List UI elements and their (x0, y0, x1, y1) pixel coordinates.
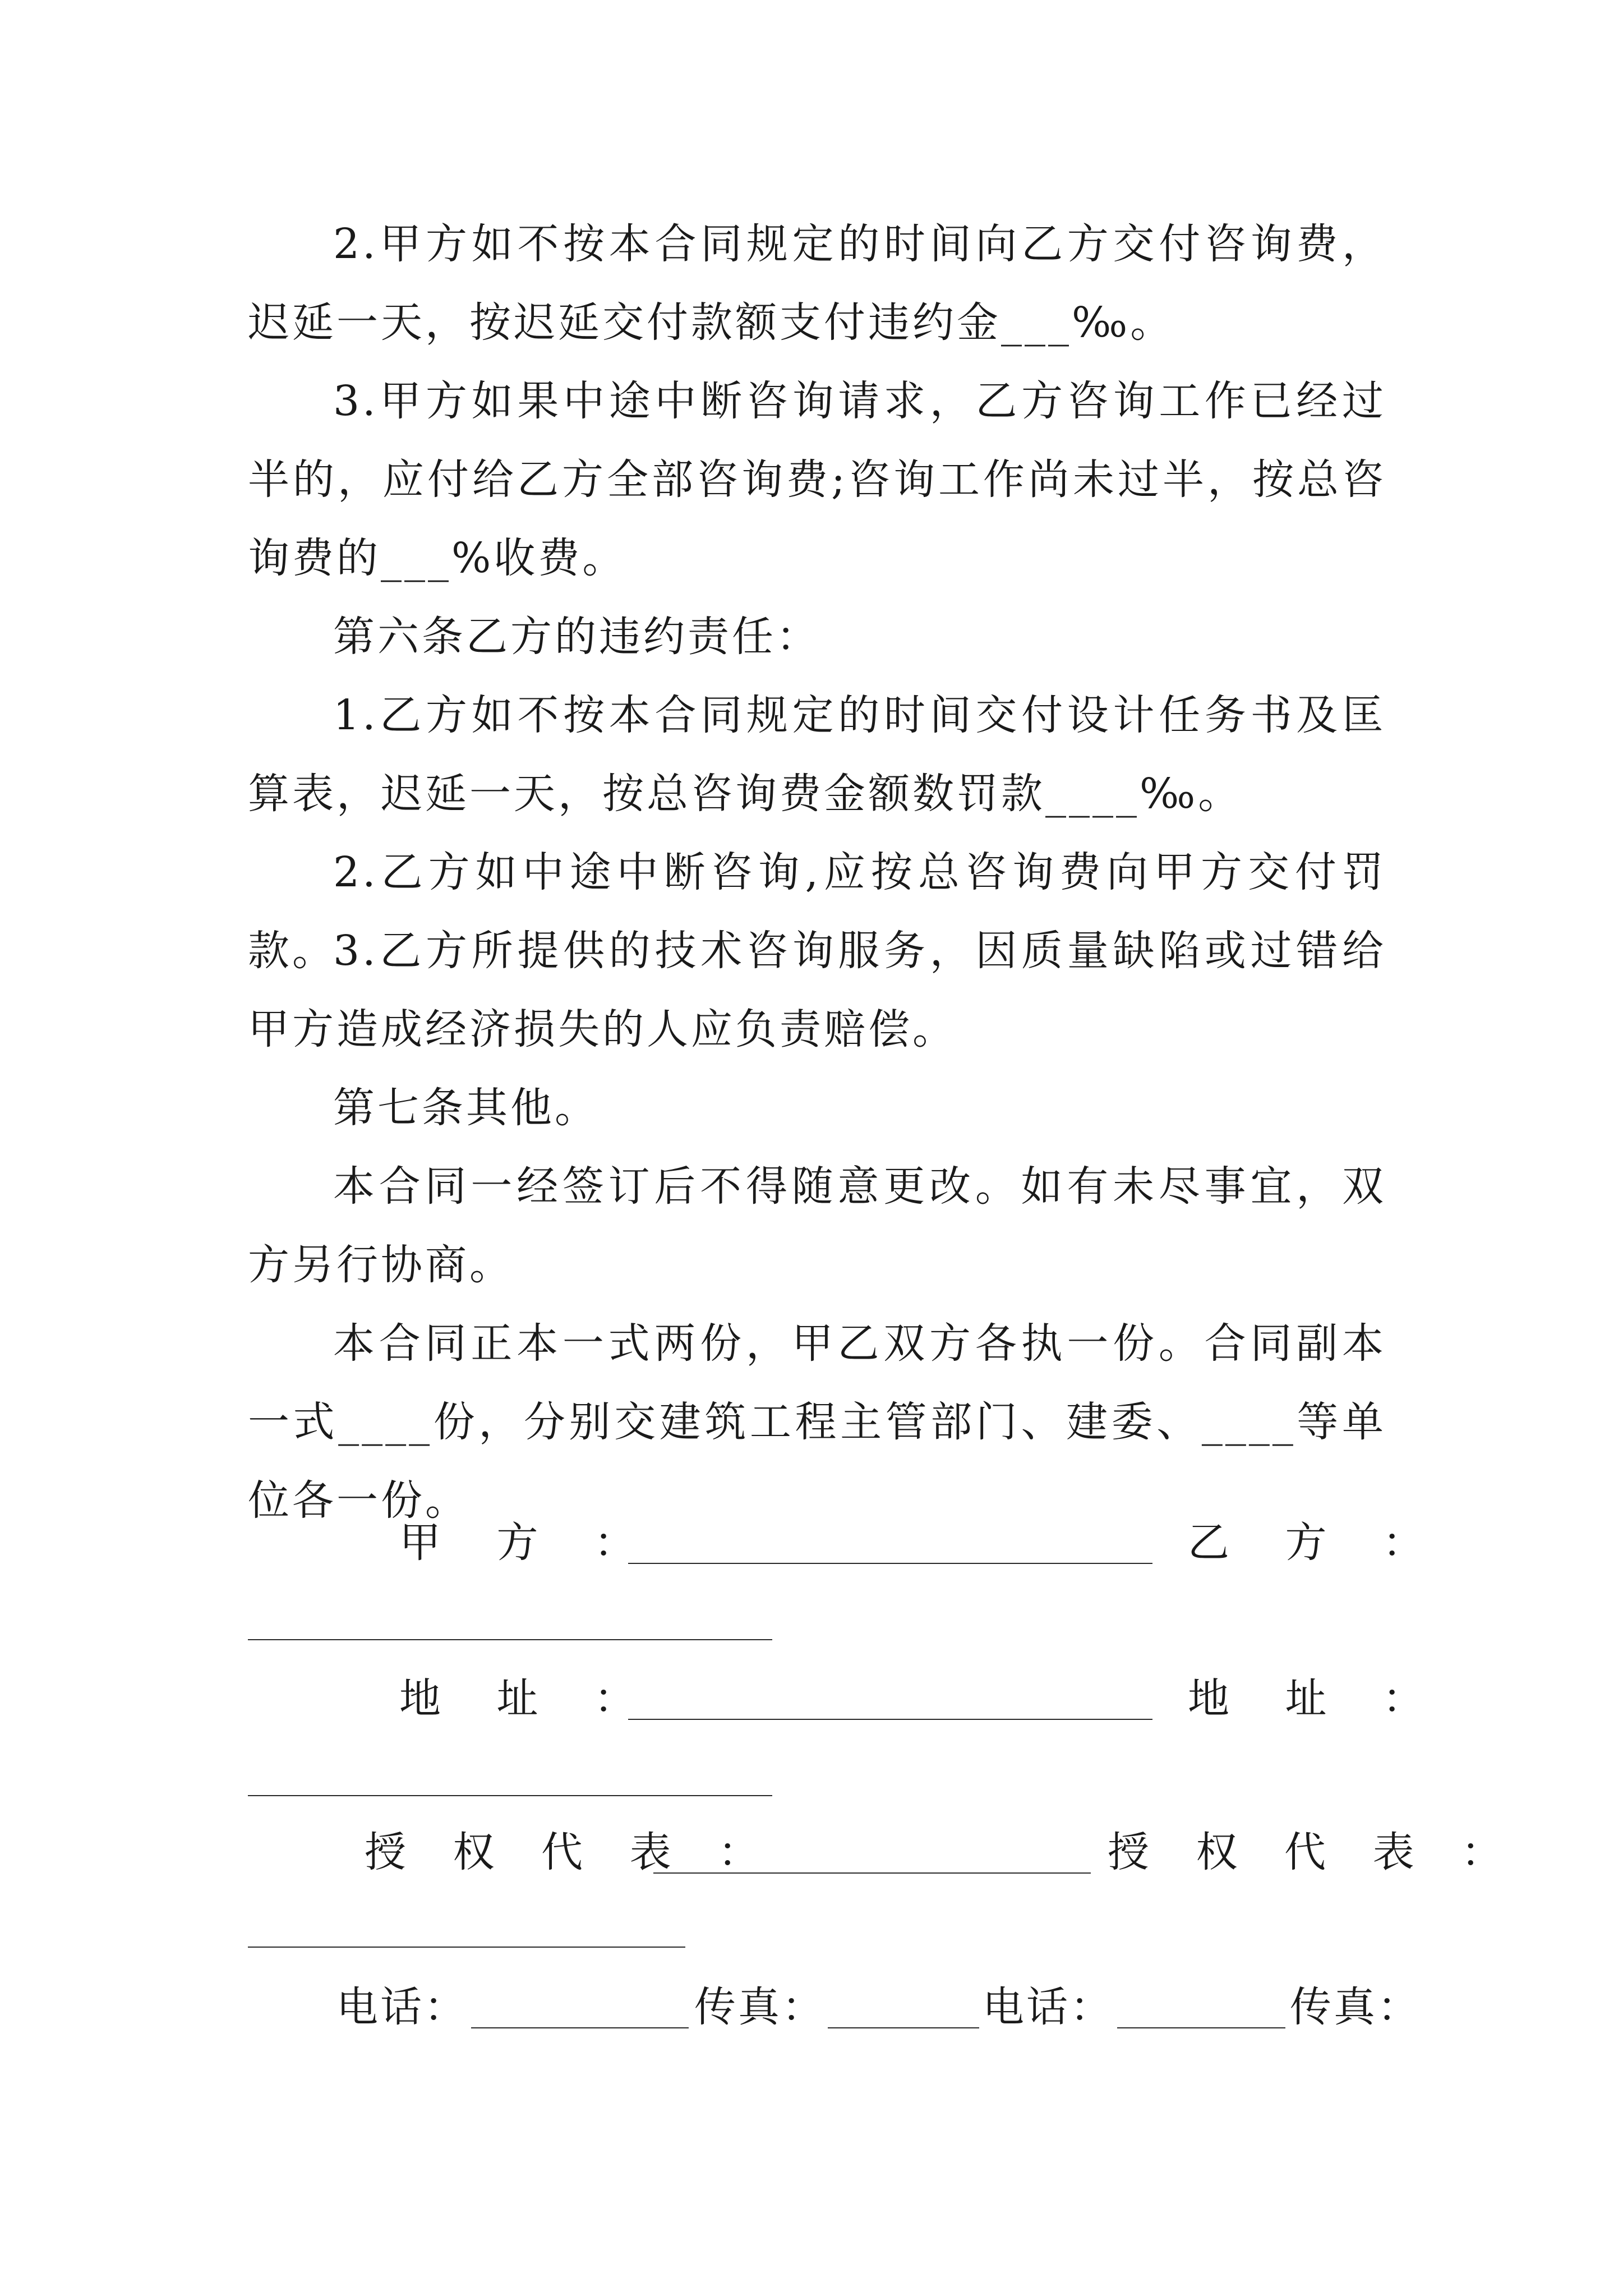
clause-party-b-interruption: 2.乙方如中途中断咨询,应按总咨询费向甲方交付罚款。 (248, 848, 1386, 975)
phone-b-blank (1117, 2027, 1285, 2028)
phone-a-label: 电话： (336, 1983, 468, 2031)
rep-a-label: 授 权 代 表 ： (365, 1828, 777, 1876)
phone-a-blank (471, 2027, 689, 2028)
clause-party-a-late-payment: 2.甲方如不按本合同规定的时间向乙方交付咨询费，迟延一天，按迟延交付款额支付违约金___‰。 (248, 220, 1386, 347)
article-six-heading: 第六条乙方的违约责任： (333, 613, 820, 661)
clause-no-modification: 本合同一经签订后不得随意更改。如有未尽事宜，双方另行协商。 (248, 1162, 1386, 1289)
party-a-blank (628, 1563, 1152, 1564)
article-seven-heading: 第七条其他。 (333, 1084, 599, 1132)
contact-row (0, 1968, 1623, 2046)
address-a-label: 地 址 ： (399, 1674, 657, 1723)
representative-row (0, 1813, 1623, 1892)
rep-b-blank (248, 1947, 685, 1948)
address-row (0, 1659, 1623, 1738)
party-b-label: 乙 方 ： (1188, 1519, 1446, 1567)
fax-b-label: 传真： (1290, 1983, 1421, 2031)
fax-a-blank (828, 2027, 979, 2028)
fax-a-label: 传真： (694, 1983, 826, 2031)
party-row (0, 1503, 1623, 1582)
party-a-label: 甲 方 ： (399, 1519, 657, 1567)
rep-b-label: 授 权 代 表 ： (1108, 1828, 1520, 1876)
phone-b-label: 电话： (983, 1983, 1114, 2031)
address-b-blank (248, 1795, 772, 1796)
clause-party-a-interruption: 3.甲方如果中途中断咨询请求，乙方咨询工作已经过半的，应付给乙方全部咨询费;咨询工作尚未过半，按总咨询费的___%收费。 (248, 377, 1386, 582)
address-a-blank (628, 1719, 1152, 1720)
clause-party-b-late-delivery: 1.乙方如不按本合同规定的时间交付设计任务书及匡算表，迟延一天，按总咨询费金额数罚款____‰。 (248, 691, 1386, 818)
clause-party-b-liability: 3.乙方所提供的技术咨询服务，因质量缺陷或过错给甲方造成经济损失的人应负责赔偿。 (248, 927, 1386, 1053)
address-b-label: 地 址 ： (1188, 1674, 1446, 1723)
party-b-blank (248, 1639, 772, 1640)
clause-copies: 本合同正本一式两份，甲乙双方各执一份。合同副本一式____份，分别交建筑工程主管部门、建委、____等单位各一份。 (248, 1319, 1386, 1525)
rep-a-blank (653, 1872, 1091, 1874)
